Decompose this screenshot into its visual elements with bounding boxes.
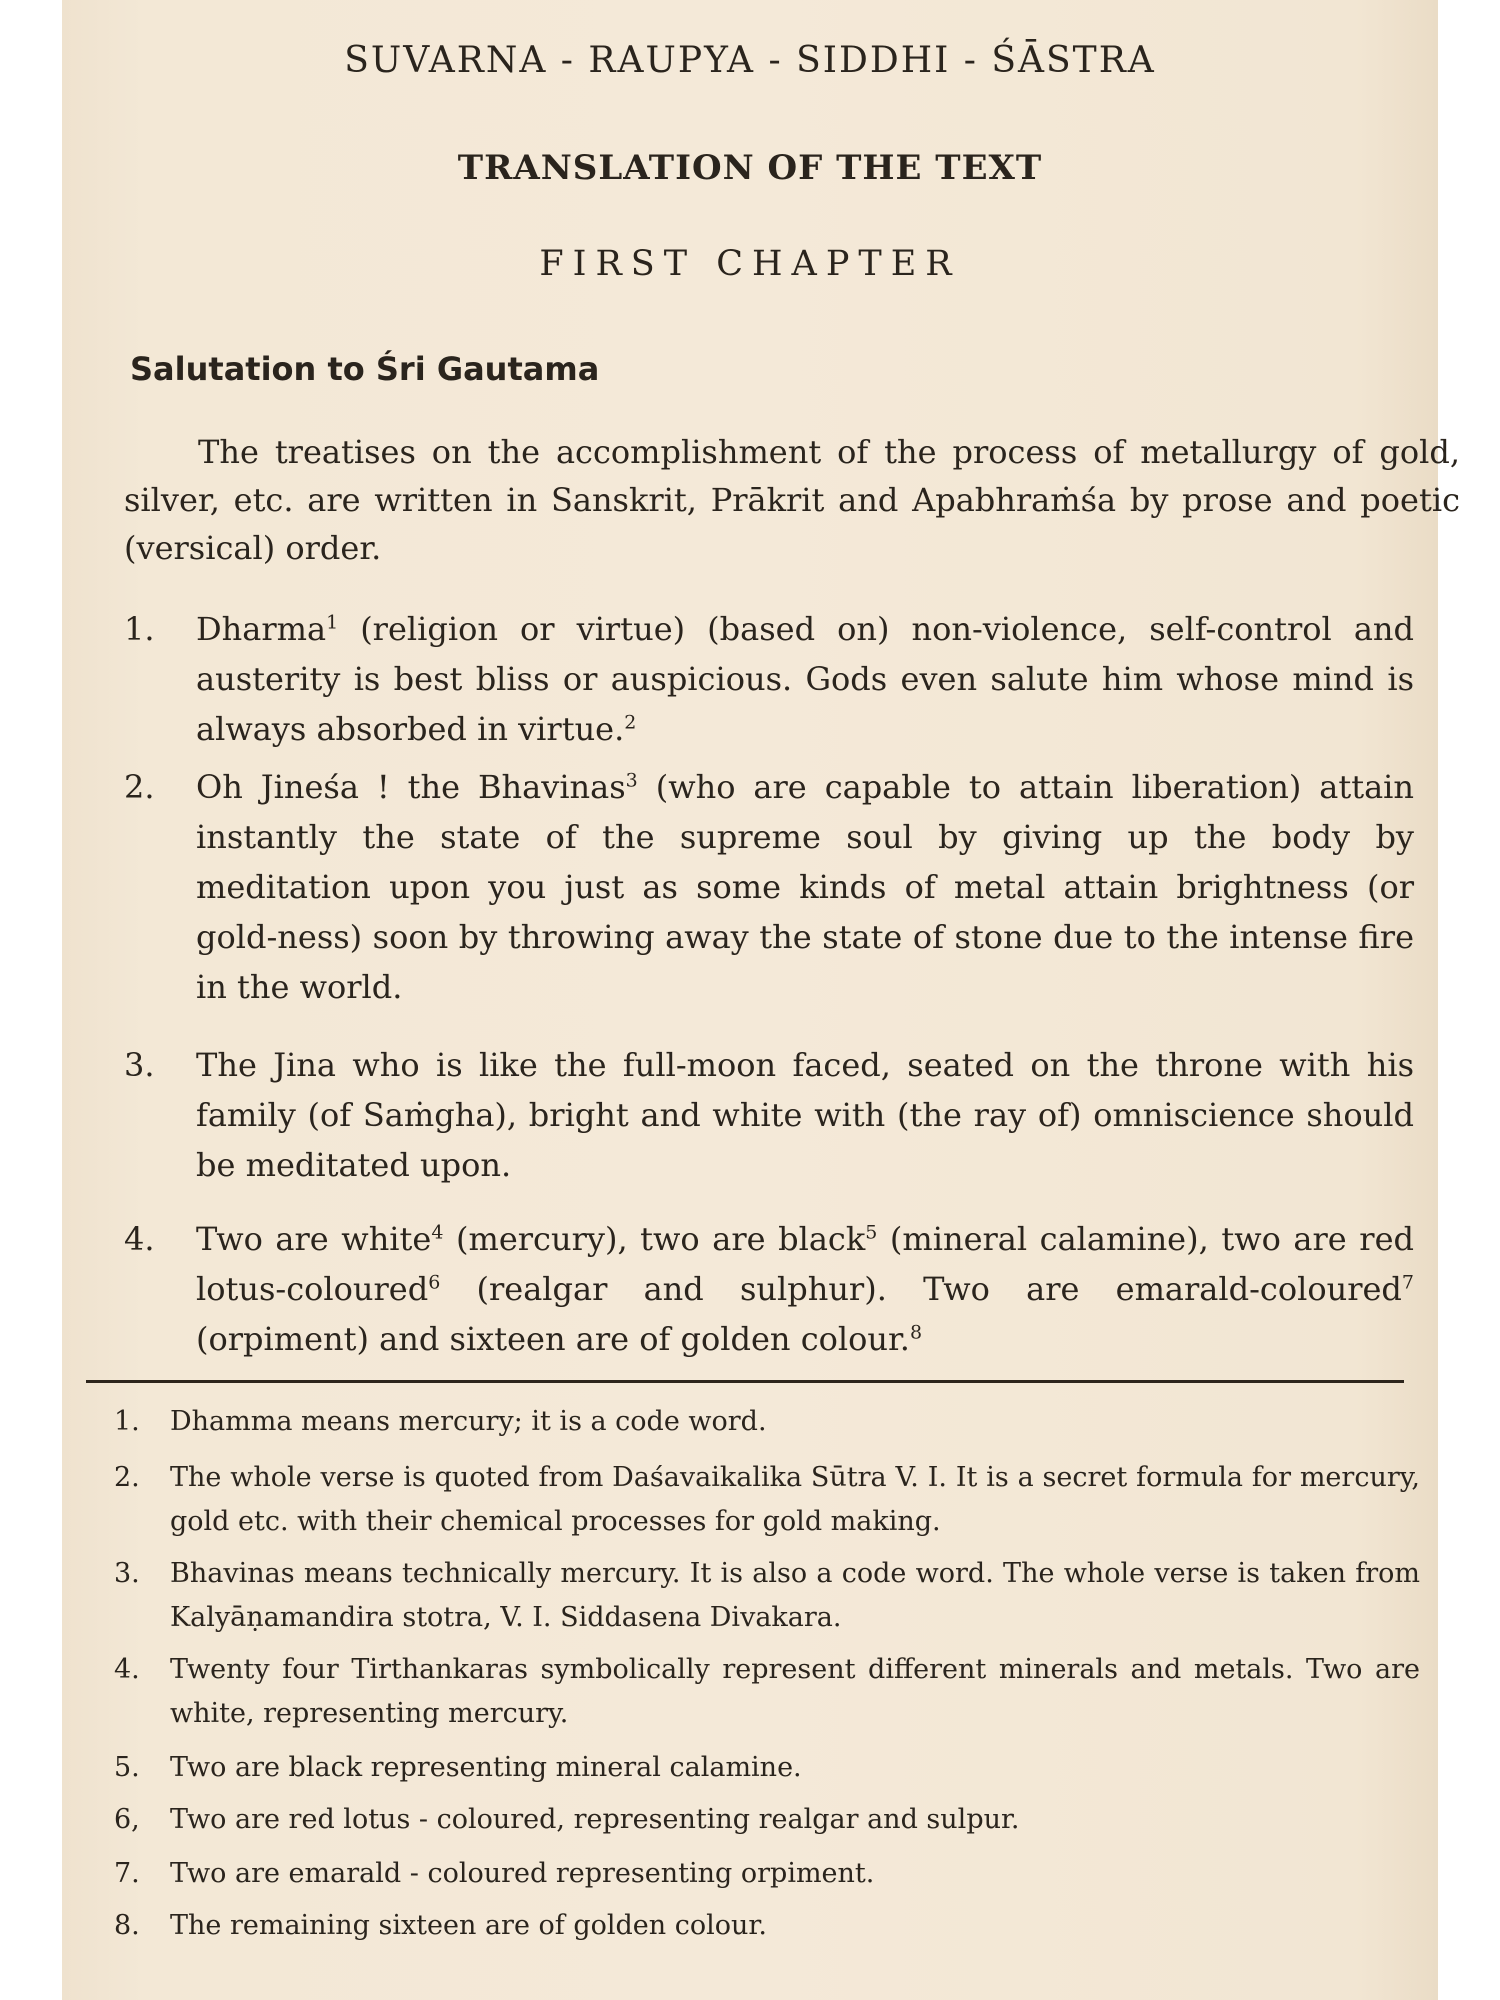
verse-1 [124,604,1460,754]
chapter-heading: FIRST CHAPTER [539,244,961,284]
footnote-number: 5. [114,1752,140,1783]
footnote-ref: 4 [431,1221,444,1244]
footnote-ref: 5 [865,1221,878,1244]
footnote-text: Two are red lotus - coloured, representing realgar and sulpur. [170,1804,1020,1835]
footnote-divider [86,1380,1404,1383]
verse-3 [124,1040,1460,1190]
verse-number: 3. [124,1046,155,1084]
footnote-6 [114,1798,1422,1842]
verse-text: Two are white$^4$ (mercury), two are black$^5$ (mineral calamine), two are red lotus-coloured$^6$ (realgar and sulphur). Two are emarald-coloured$^7$ (orpiment) and sixteen are of golden colour.$^8$ [196,1220,1414,1358]
book-page [62,0,1460,2000]
footnote-ref: 7 [1401,1271,1414,1294]
verse-number: 4. [124,1220,155,1258]
footnote-text: Twenty four Tirthankaras symbolically represent different minerals and metals. Two are white, representing mercury. [170,1654,1420,1729]
verse-number: 2. [124,768,155,806]
footnote-text: Two are emarald - coloured representing orpiment. [170,1858,875,1889]
footnote-1 [114,1400,1422,1444]
intro-paragraph: The treatises on the accomplishment of the process of metallurgy of gold, silver, etc. are written in Sanskrit, Prākrit and Apabhraṁśa by prose and poetic (versical) order. [124,433,1460,567]
footnote-text: The whole verse is quoted from Daśavaikalika Sūtra V. I. It is a secret formula for mercury, gold etc. with their chemical processes for gold making. [170,1462,1420,1537]
footnote-ref: 6 [428,1271,441,1294]
footnote-text: The remaining sixteen are of golden colour. [170,1910,767,1941]
footnote-7 [114,1852,1422,1896]
footnote-ref: 3 [625,769,638,792]
footnote-text: Two are black representing mineral calamine. [170,1752,802,1783]
footnote-text: Bhavinas means technically mercury. It is also a code word. The whole verse is taken from Kalyāṇamandira stotra, V. I. Siddasena Divakara. [170,1558,1420,1633]
footnote-4 [114,1648,1422,1736]
running-head: SUVARNA - RAUPYA - SIDDHI - ŚĀSTRA [344,40,1156,81]
section-heading: Salutation to Śri Gautama [130,350,600,388]
footnote-5 [114,1746,1422,1790]
footnote-number: 2. [114,1462,140,1493]
footnote-2 [114,1456,1422,1544]
verse-4 [124,1214,1460,1364]
footnote-3 [114,1552,1422,1640]
verse-text: Oh Jineśa ! the Bhavinas$^3$ (who are capable to attain liberation) attain instantly the state of the supreme soul by giving up the body by meditation upon you just as some kinds of metal attain brightness (or gold-ness) soon by throwing away the state of stone due to the intense fire in the world. [196,768,1415,1006]
footnote-number: 6, [114,1804,140,1835]
footnote-text: Dhamma means mercury; it is a code word. [170,1406,767,1437]
verse-2 [124,762,1460,1012]
verse-text: Dharma$^1$ (religion or virtue) (based on) non-violence, self-control and austerity is best bliss or auspicious. Gods even salute him whose mind is always absorbed in virtue.$^2$ [196,610,1414,748]
page-title: TRANSLATION OF THE TEXT [457,148,1043,188]
footnote-ref: 1 [326,611,339,634]
footnote-number: 7. [114,1858,140,1889]
footnote-number: 4. [114,1654,140,1685]
verse-number: 1. [124,610,155,648]
footnote-ref: 8 [909,1321,923,1344]
footnote-ref: 2 [624,711,637,734]
footnote-number: 8. [114,1910,140,1941]
footnote-8 [114,1904,1422,1948]
footnote-number: 1. [114,1406,140,1437]
footnote-number: 3. [114,1558,140,1589]
verse-text: The Jina who is like the full-moon faced, seated on the throne with his family (of Saṁgha), bright and white with (the ray of) omniscience should be meditated upon. [196,1046,1414,1184]
